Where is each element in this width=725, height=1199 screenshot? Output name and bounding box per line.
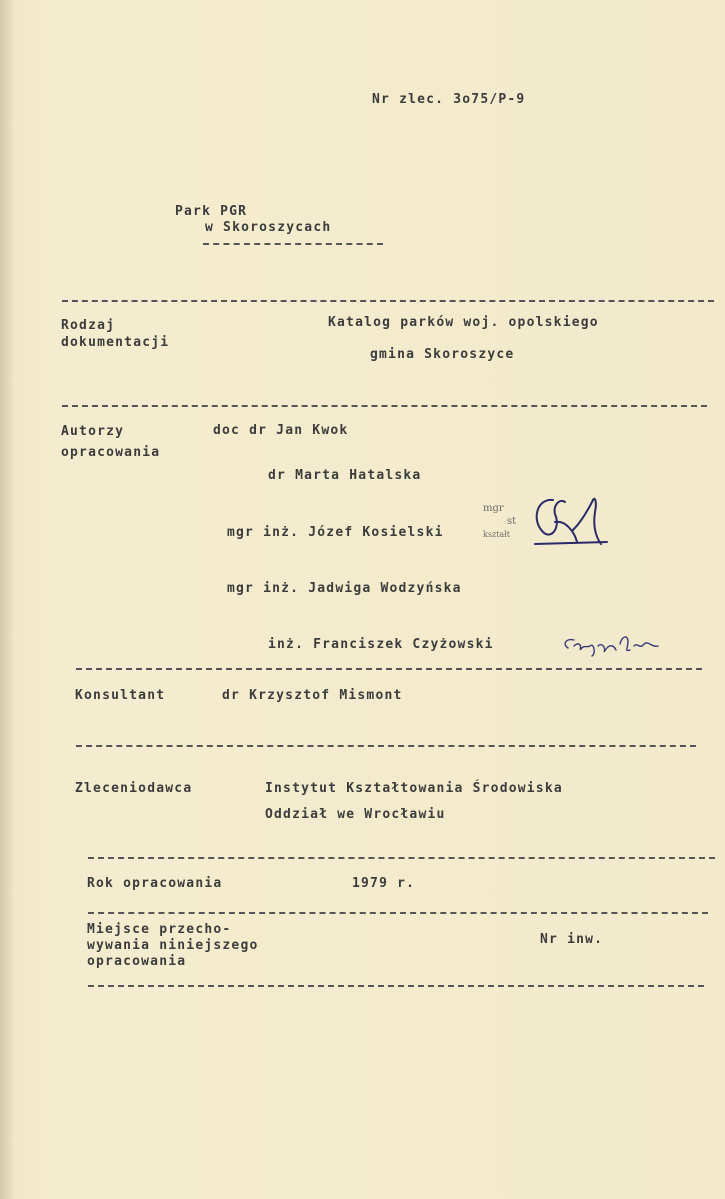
storage-label-3: opracowania [87, 954, 187, 969]
divider [88, 857, 715, 859]
signature-czyzowski [558, 630, 668, 660]
year-label: Rok opracowania [87, 876, 223, 891]
divider [62, 405, 707, 407]
documentation-value-1: Katalog parków woj. opolskiego [328, 315, 599, 330]
divider [88, 985, 704, 987]
authors-label-2: opracowania [61, 445, 161, 460]
signature-kosielski [515, 492, 610, 552]
client-value-1: Instytut Kształtowania Środowiska [265, 781, 563, 796]
author-name: mgr inż. Józef Kosielski [227, 525, 444, 540]
author-name: dr Marta Hatalska [268, 468, 422, 483]
divider [76, 668, 702, 670]
documentation-label-2: dokumentacji [61, 335, 170, 350]
divider [76, 745, 696, 747]
client-label: Zleceniodawca [75, 781, 193, 796]
consultant-value: dr Krzysztof Mismont [222, 688, 403, 703]
paper-edge [0, 0, 14, 1199]
divider [62, 300, 714, 302]
storage-label-1: Miejsce przecho- [87, 922, 232, 937]
divider [88, 912, 708, 914]
order-number: Nr zlec. 3o75/P-9 [372, 92, 526, 107]
title-underline [203, 243, 383, 245]
documentation-value-2: gmina Skoroszyce [370, 347, 515, 362]
park-title: Park PGR [175, 204, 248, 219]
storage-label-2: wywania niniejszego [87, 938, 259, 953]
client-value-2: Oddział we Wrocławiu [265, 807, 446, 822]
author-name: doc dr Jan Kwok [213, 423, 349, 438]
documentation-label-1: Rodzaj [61, 318, 116, 333]
author-name: inż. Franciszek Czyżowski [268, 637, 494, 652]
consultant-label: Konsultant [75, 688, 166, 703]
stamp: mgr st kształt [483, 503, 517, 539]
park-location: w Skoroszycach [205, 220, 332, 235]
storage-value: Nr inw. [540, 932, 604, 947]
author-name: mgr inż. Jadwiga Wodzyńska [227, 581, 462, 596]
year-value: 1979 r. [352, 876, 416, 891]
authors-label-1: Autorzy [61, 424, 125, 439]
